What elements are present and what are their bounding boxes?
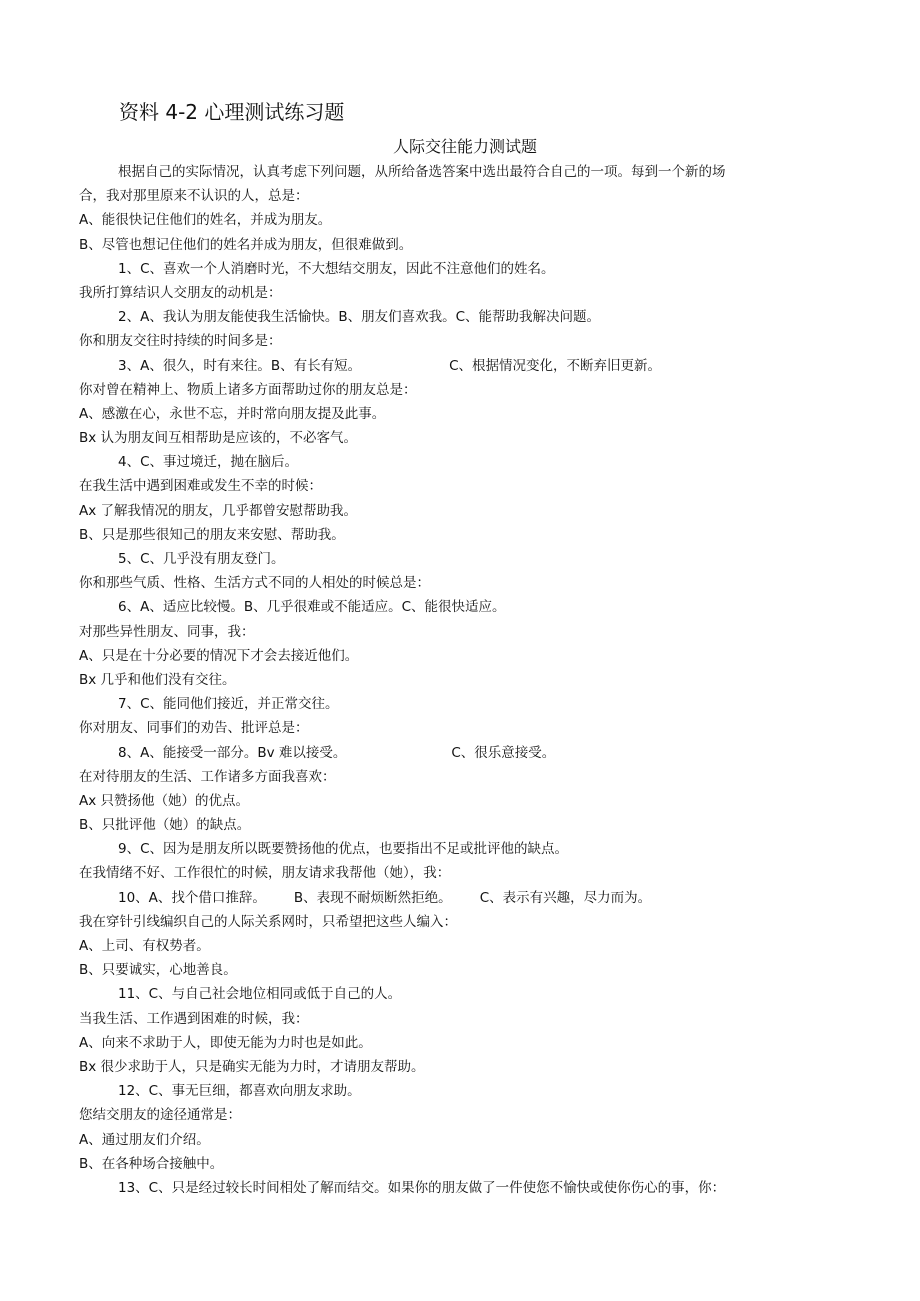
text-segment: 10、A、找个借口推辞。 [118,889,266,906]
text-line: 当我生活、工作遇到困难的时候，我： [79,1010,309,1027]
text-segment: C、表示有兴趣，尽力而为。 [479,889,652,906]
text-line [79,354,829,378]
text-line: 5、C、几乎没有朋友登门。 [118,551,285,567]
text-line: B、尽管也想记住他们的姓名并成为朋友，但很难做到。 [79,236,413,253]
text-line: B、在各种场合接触中。 [79,1155,224,1172]
text-line: 13、C、只是经过较长时间相处了解而结交。如果你的朋友做了一件使您不愉快或使你伤心的事，你： [118,1179,726,1196]
text-line: 对那些异性朋友、同事，我： [79,623,255,640]
text-line: A、向来不求助于人，即使无能为力时也是如此。 [79,1034,372,1051]
text-line: 您结交朋友的途径通常是： [79,1107,241,1124]
text-line: A、上司、有权势者。 [79,938,210,954]
document-body [79,160,829,1200]
text-line: 合，我对那里原来不认识的人，总是： [79,188,309,205]
text-line: 在我生活中遇到困难或发生不幸的时候： [79,478,322,495]
text-line: Bx 几乎和他们没有交往。 [79,671,236,688]
text-line: 在对待朋友的生活、工作诸多方面我喜欢： [79,768,336,785]
text-line: Bx 认为朋友间互相帮助是应该的，不必客气。 [79,430,358,447]
text-segment: 8、A、能接受一部分。Bv 难以接受。 [118,744,347,761]
text-line: A、感激在心，永世不忘，并时常向朋友提及此事。 [79,405,386,422]
text-segment: C、根据情况变化，不断弃旧更新。 [449,357,662,374]
document-title: 人际交往能力测试题 [392,137,537,156]
text-line: 你和那些气质、性格、生活方式不同的人相处的时候总是： [79,575,430,592]
text-line: 6、A、适应比较慢。B、几乎很难或不能适应。C、能很快适应。 [118,599,506,616]
text-line: 在我情绪不好、工作很忙的时候，朋友请求我帮他（她），我： [79,865,451,882]
text-line: A、能很快记住他们的姓名，并成为朋友。 [79,212,332,229]
text-line: 9、C、因为是朋友所以既要赞扬他的优点，也要指出不足或批评他的缺点。 [118,841,569,858]
text-line: Ax 了解我情况的朋友，几乎都曾安慰帮助我。 [79,502,358,519]
text-line: 7、C、能同他们接近，并正常交往。 [118,696,339,713]
text-line [79,741,829,765]
text-line: A、通过朋友们介绍。 [79,1131,210,1148]
text-segment: B、表现不耐烦断然拒绝。 [293,889,452,906]
text-line: 你和朋友交往时持续的时间多是： [79,333,282,350]
text-line: B、只是那些很知己的朋友来安慰、帮助我。 [79,526,345,543]
text-line: 4、C、事过境迁，抛在脑后。 [118,454,299,471]
text-line: 我所打算结识人交朋友的动机是： [79,284,282,301]
text-segment: 3、A、很久，时有来往。B、有长有短。 [118,357,362,374]
text-line: 12、C、事无巨细，都喜欢向朋友求助。 [118,1083,361,1100]
text-line: B、只要诚实，心地善良。 [79,962,237,979]
text-line: A、只是在十分必要的情况下才会去接近他们。 [79,647,359,664]
text-line: B、只批评他（她）的缺点。 [79,817,251,834]
text-line: 你对朋友、同事们的劝告、批评总是： [79,720,309,737]
text-segment: C、很乐意接受。 [451,744,556,761]
text-line: 2、A、我认为朋友能使我生活愉快。B、朋友们喜欢我。C、能帮助我解决问题。 [118,309,601,326]
text-line: 1、C、喜欢一个人消磨时光，不大想结交朋友，因此不注意他们的姓名。 [118,260,555,277]
text-line: Bx 很少求助于人，只是确实无能为力时，才请朋友帮助。 [79,1058,425,1075]
text-line: 你对曾在精神上、物质上诸多方面帮助过你的朋友总是： [79,381,417,398]
material-heading: 资料 4-2 心理测试练习题 [119,100,345,124]
text-line: 11、C、与自己社会地位相同或低于自己的人。 [118,986,402,1003]
text-line: 我在穿针引线编织自己的人际关系网时，只希望把这些人编入： [79,913,457,930]
text-line: 根据自己的实际情况，认真考虑下列问题，从所给备选答案中选出最符合自己的一项。每到一个新的场 [118,164,726,180]
text-line: Ax 只赞扬他（她）的优点。 [79,792,250,809]
text-line [79,886,829,910]
